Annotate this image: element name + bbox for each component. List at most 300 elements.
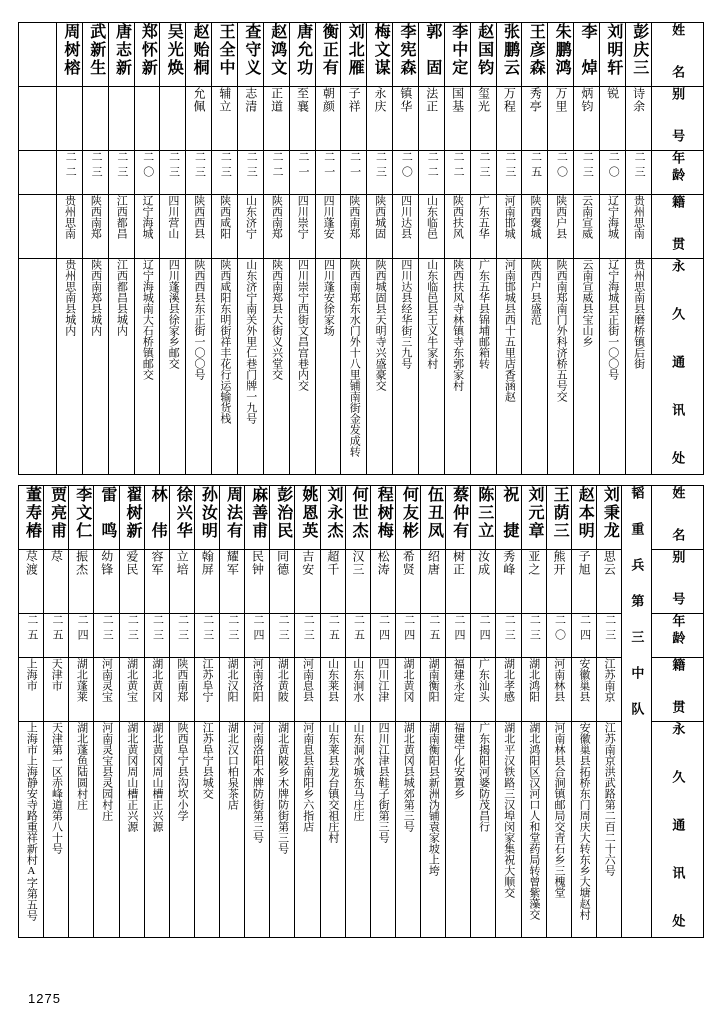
cell-origin-text: 湖北汉阳 bbox=[226, 658, 239, 702]
cell-age-text: 二〇 bbox=[607, 151, 620, 181]
column-header-name-text: 姓 名 bbox=[670, 23, 686, 86]
cell-age bbox=[496, 614, 521, 658]
cell-name bbox=[19, 486, 44, 550]
cell-address-text: 河南灵宝县灵园村庄 bbox=[100, 722, 113, 821]
cell-name-text: 祝 捷 bbox=[500, 486, 518, 540]
cell-name bbox=[245, 486, 270, 550]
cell-address bbox=[625, 259, 651, 475]
cell-alias-text: 绍唐 bbox=[426, 550, 441, 576]
cell-address bbox=[571, 722, 596, 938]
cell-name bbox=[496, 486, 521, 550]
cell-address-text: 河南林县合涧镇邮局交青石乡三槐堂 bbox=[553, 722, 565, 898]
cell-alias bbox=[521, 550, 546, 614]
roster-row-address bbox=[19, 259, 704, 475]
cell-address-text: 山东莱县龙台镇交祖庄村 bbox=[326, 722, 339, 843]
cell-name-text: 程树梅 bbox=[375, 486, 393, 540]
cell-origin-text: 陕西西县 bbox=[192, 195, 205, 239]
cell-name bbox=[270, 486, 295, 550]
cell-origin-text: 河南息县 bbox=[301, 658, 314, 702]
cell-alias bbox=[571, 550, 596, 614]
cell-age bbox=[496, 151, 522, 195]
cell-address bbox=[496, 259, 522, 475]
cell-alias bbox=[19, 550, 44, 614]
cell-origin bbox=[220, 658, 245, 722]
cell-age-text: 二三 bbox=[201, 614, 214, 644]
cell-age-text: 二三 bbox=[193, 151, 206, 181]
cell-address bbox=[596, 722, 621, 938]
cell-alias bbox=[419, 87, 445, 151]
cell-address bbox=[134, 259, 160, 475]
cell-age bbox=[471, 614, 496, 658]
cell-origin-text: 江西都昌 bbox=[115, 195, 128, 239]
cell-origin-text: 陕西南郑 bbox=[89, 195, 102, 239]
cell-age bbox=[315, 151, 341, 195]
cell-address bbox=[574, 259, 600, 475]
cell-alias-text: 秀峰 bbox=[501, 550, 516, 576]
cell-name bbox=[367, 23, 393, 87]
cell-origin-text: 陕西咸阳 bbox=[218, 195, 231, 239]
cell-alias bbox=[341, 87, 367, 151]
cell-age-text: 二三 bbox=[226, 614, 239, 644]
cell-alias-text: 万里 bbox=[554, 87, 569, 113]
cell-address bbox=[521, 722, 546, 938]
cell-alias bbox=[315, 87, 341, 151]
cell-origin-text: 江苏阜宁 bbox=[200, 658, 213, 702]
cell-name bbox=[169, 486, 194, 550]
cell-age bbox=[600, 151, 626, 195]
cell-name-text: 武新生 bbox=[87, 23, 105, 77]
cell-alias bbox=[367, 87, 393, 151]
cell-age bbox=[238, 151, 264, 195]
cell-age-text: 二二 bbox=[426, 151, 439, 181]
cell-name-text: 唐志新 bbox=[113, 23, 131, 77]
cell-age bbox=[144, 614, 169, 658]
cell-address bbox=[289, 259, 315, 475]
roster-row-name bbox=[19, 486, 704, 550]
cell-origin bbox=[82, 195, 108, 259]
cell-address bbox=[44, 722, 69, 938]
cell-origin bbox=[238, 195, 264, 259]
cell-origin-text: 陕西南郑 bbox=[175, 658, 188, 702]
cell-origin-text: 辽宁海城 bbox=[141, 195, 154, 239]
cell-address-text: 四川达县经华街三九号 bbox=[399, 259, 412, 369]
cell-alias-text: 万程 bbox=[502, 87, 517, 113]
cell-origin bbox=[186, 195, 212, 259]
cell-address bbox=[194, 722, 219, 938]
cell-alias-text: 法正 bbox=[424, 87, 439, 113]
unit-label bbox=[622, 486, 652, 938]
cell-address bbox=[57, 259, 83, 475]
cell-age bbox=[625, 151, 651, 195]
cell-name bbox=[315, 23, 341, 87]
cell-name-text: 何友彬 bbox=[400, 486, 418, 540]
cell-name bbox=[212, 23, 238, 87]
cell-name-text: 翟树新 bbox=[123, 486, 141, 540]
cell-address-text: 陕西南郑南门外科济桥五号交 bbox=[555, 259, 568, 402]
roster-row-name bbox=[19, 23, 704, 87]
blank-cell bbox=[19, 23, 57, 87]
cell-name-text: 周法有 bbox=[224, 486, 242, 540]
cell-alias-text: 至襄 bbox=[295, 87, 310, 113]
cell-origin bbox=[471, 658, 496, 722]
cell-alias bbox=[600, 87, 626, 151]
cell-address-text: 湖北黄冈周山槽正兴源 bbox=[125, 722, 138, 832]
cell-age bbox=[419, 151, 445, 195]
cell-name-text: 林 伟 bbox=[149, 486, 167, 540]
cell-name-text: 郭 固 bbox=[423, 23, 441, 77]
cell-origin bbox=[57, 195, 83, 259]
cell-address bbox=[546, 722, 571, 938]
cell-name-text: 李 焯 bbox=[579, 23, 597, 77]
cell-address-text: 陕西阜宁县沟坎小学 bbox=[176, 722, 189, 821]
cell-alias-text: 诗余 bbox=[631, 87, 646, 113]
cell-name bbox=[596, 486, 621, 550]
cell-age-text: 二三 bbox=[581, 151, 594, 181]
cell-name bbox=[521, 486, 546, 550]
cell-name-text: 张鹏云 bbox=[501, 23, 519, 77]
cell-origin-text: 四川崇宁 bbox=[296, 195, 309, 239]
column-header-name bbox=[652, 486, 704, 550]
cell-address-text: 河南息县南阳乡六指店 bbox=[301, 722, 314, 832]
cell-alias-text: 允佩 bbox=[192, 87, 207, 113]
cell-origin bbox=[600, 195, 626, 259]
cell-name-text: 伍丑凤 bbox=[425, 486, 443, 540]
cell-name bbox=[220, 486, 245, 550]
cell-origin bbox=[521, 658, 546, 722]
cell-name bbox=[421, 486, 446, 550]
cell-age bbox=[574, 151, 600, 195]
cell-address-text: 河南洛阳木牌防街第三号 bbox=[251, 722, 264, 843]
cell-address-text: 山东济宁南关外里仁巷门牌一九号 bbox=[244, 259, 257, 424]
cell-age bbox=[119, 614, 144, 658]
cell-age-text: 二二 bbox=[452, 151, 465, 181]
cell-age-text: 二五 bbox=[352, 614, 365, 644]
column-header-address-text: 永 久 通 讯 处 bbox=[670, 722, 686, 937]
cell-origin-text: 陕西户县 bbox=[554, 195, 567, 239]
cell-alias-text: 同德 bbox=[275, 550, 290, 576]
cell-age bbox=[19, 614, 44, 658]
cell-alias bbox=[245, 550, 270, 614]
cell-origin-text: 福建永定 bbox=[452, 658, 465, 702]
cell-alias bbox=[625, 87, 651, 151]
roster-table-block-2 bbox=[18, 485, 704, 938]
cell-name bbox=[263, 23, 289, 87]
cell-origin-text: 陕西褒城 bbox=[528, 195, 541, 239]
cell-name bbox=[548, 23, 574, 87]
cell-alias bbox=[144, 550, 169, 614]
column-header-address bbox=[651, 259, 703, 475]
cell-origin-text: 湖北黄冈 bbox=[401, 658, 414, 702]
cell-alias-text: 朝颜 bbox=[321, 87, 336, 113]
cell-address bbox=[220, 722, 245, 938]
column-header-origin bbox=[651, 195, 703, 259]
cell-origin-text: 湖北鸿阳 bbox=[527, 658, 540, 702]
cell-origin bbox=[19, 658, 44, 722]
cell-age-text: 二三 bbox=[528, 614, 541, 644]
cell-alias-text: 亚之 bbox=[526, 550, 541, 576]
cell-address bbox=[186, 259, 212, 475]
cell-address bbox=[315, 259, 341, 475]
column-header-origin-text: 籍 贯 bbox=[670, 658, 686, 721]
cell-address-text: 四川江津县鞋子街第三号 bbox=[377, 722, 390, 843]
roster-row-age bbox=[19, 151, 704, 195]
cell-alias-text: 熊开 bbox=[551, 550, 566, 576]
cell-origin bbox=[522, 195, 548, 259]
cell-origin bbox=[160, 195, 186, 259]
cell-origin bbox=[119, 658, 144, 722]
cell-address bbox=[212, 259, 238, 475]
cell-address-text: 陕西南郑东水门外十八里铺南街金发成转 bbox=[348, 259, 361, 457]
cell-name-text: 查守义 bbox=[242, 23, 260, 77]
cell-address-text: 广东揭阳河婆防茂昌行 bbox=[477, 722, 490, 832]
cell-origin bbox=[134, 195, 160, 259]
cell-name bbox=[446, 486, 471, 550]
cell-age-text: 二三 bbox=[603, 614, 616, 644]
cell-alias-text: 容军 bbox=[149, 550, 164, 576]
cell-address-text: 湖北黄陂乡木牌防街第三号 bbox=[276, 722, 289, 854]
cell-address-text: 福建宁化安置乡 bbox=[452, 722, 465, 799]
cell-age-text: 二三 bbox=[633, 151, 646, 181]
cell-alias-text: 立培 bbox=[175, 550, 190, 576]
cell-origin-text: 湖北孝感 bbox=[502, 658, 515, 702]
cell-address bbox=[345, 722, 370, 938]
cell-age-text: 二二 bbox=[271, 151, 284, 181]
cell-origin bbox=[574, 195, 600, 259]
cell-age bbox=[263, 151, 289, 195]
cell-origin bbox=[446, 658, 471, 722]
cell-age bbox=[546, 614, 571, 658]
cell-age bbox=[295, 614, 320, 658]
column-header-alias-text: 别 号 bbox=[670, 550, 686, 613]
column-header-age bbox=[652, 614, 704, 658]
cell-age bbox=[94, 614, 119, 658]
cell-alias-text: 玺光 bbox=[476, 87, 491, 113]
cell-origin-text: 江苏南京 bbox=[602, 658, 615, 702]
cell-alias-text: 希贤 bbox=[401, 550, 416, 576]
cell-address-text: 四川蓬安徐家场 bbox=[322, 259, 335, 336]
cell-age-text: 二四 bbox=[76, 614, 89, 644]
cell-alias bbox=[496, 87, 522, 151]
cell-origin-text: 湖南衡阳 bbox=[427, 658, 440, 702]
roster-table-block-1 bbox=[18, 22, 704, 475]
cell-age bbox=[320, 614, 345, 658]
cell-origin-text: 山东济宁 bbox=[244, 195, 257, 239]
cell-origin bbox=[395, 658, 420, 722]
cell-address-text: 贵州思南县城内 bbox=[63, 259, 76, 336]
cell-address-text: 河南邯城县西十五里店香涵赵 bbox=[503, 259, 516, 402]
column-header-address-text: 永 久 通 讯 处 bbox=[670, 259, 686, 474]
cell-age-text: 二〇 bbox=[553, 614, 566, 644]
cell-age bbox=[395, 614, 420, 658]
cell-age-text: 二三 bbox=[277, 614, 290, 644]
cell-name bbox=[160, 23, 186, 87]
cell-alias bbox=[345, 550, 370, 614]
cell-name bbox=[574, 23, 600, 87]
cell-address bbox=[496, 722, 521, 938]
cell-name-text: 吴光焕 bbox=[165, 23, 183, 77]
cell-origin-text: 云南宣威 bbox=[580, 195, 593, 239]
cell-origin bbox=[270, 658, 295, 722]
cell-age bbox=[108, 151, 134, 195]
cell-origin-text: 辽宁海城 bbox=[606, 195, 619, 239]
cell-address bbox=[548, 259, 574, 475]
cell-name-text: 彭庆三 bbox=[630, 23, 648, 77]
cell-origin-text: 湖北蓬莱 bbox=[75, 658, 88, 702]
cell-alias bbox=[108, 87, 134, 151]
cell-alias-text: 幼锋 bbox=[99, 550, 114, 576]
cell-age-text: 二二 bbox=[64, 151, 77, 181]
cell-address bbox=[370, 722, 395, 938]
cell-address bbox=[446, 722, 471, 938]
cell-alias bbox=[546, 550, 571, 614]
cell-alias bbox=[134, 87, 160, 151]
cell-name bbox=[470, 23, 496, 87]
cell-age-text: 二五 bbox=[529, 151, 542, 181]
cell-address bbox=[444, 259, 470, 475]
cell-name bbox=[134, 23, 160, 87]
cell-address-text: 湖北黄冈周山槽正兴源 bbox=[151, 722, 163, 832]
cell-name bbox=[82, 23, 108, 87]
cell-name-text: 赵本明 bbox=[576, 486, 594, 540]
cell-origin bbox=[571, 658, 596, 722]
cell-address-text: 湖北平汉铁路三汉埠闵家集祝大顺交 bbox=[502, 722, 515, 898]
cell-origin bbox=[212, 195, 238, 259]
cell-origin-text: 四川蓬安 bbox=[322, 195, 335, 239]
cell-name-text: 赵国钧 bbox=[475, 23, 493, 77]
cell-address bbox=[470, 259, 496, 475]
cell-address-text: 湖北蓬鱼陆圆村庄 bbox=[75, 722, 88, 810]
cell-origin-text: 山东临邑 bbox=[425, 195, 438, 239]
column-header-name bbox=[651, 23, 703, 87]
cell-origin bbox=[94, 658, 119, 722]
cell-origin-text: 陕西扶风 bbox=[451, 195, 464, 239]
cell-address bbox=[160, 259, 186, 475]
cell-name-text: 刘秉龙 bbox=[601, 486, 619, 540]
cell-age-text: 二三 bbox=[219, 151, 232, 181]
cell-origin bbox=[263, 195, 289, 259]
cell-address-text: 江西都昌县城内 bbox=[115, 259, 128, 336]
cell-name-text: 李文仁 bbox=[73, 486, 91, 540]
cell-name bbox=[471, 486, 496, 550]
cell-origin bbox=[144, 658, 169, 722]
cell-address-text: 陕西南郑县大街义兴堂交 bbox=[270, 259, 283, 380]
cell-address bbox=[270, 722, 295, 938]
cell-name-text: 朱鹏鸿 bbox=[553, 23, 571, 77]
cell-name bbox=[194, 486, 219, 550]
cell-name-text: 孙汝明 bbox=[199, 486, 217, 540]
cell-age-text: 二三 bbox=[503, 614, 516, 644]
column-header-alias bbox=[652, 550, 704, 614]
cell-origin-text: 四川营山 bbox=[166, 195, 179, 239]
cell-age-text: 二五 bbox=[25, 614, 38, 644]
cell-address bbox=[421, 722, 446, 938]
cell-age bbox=[245, 614, 270, 658]
page-number: 1275 bbox=[28, 991, 61, 1006]
cell-alias bbox=[220, 550, 245, 614]
cell-name-text: 徐兴华 bbox=[174, 486, 192, 540]
cell-address bbox=[263, 259, 289, 475]
cell-origin-text: 贵州思南 bbox=[63, 195, 76, 239]
cell-address bbox=[82, 259, 108, 475]
cell-address-text: 陕西城固县天明寺兴盛豪交 bbox=[374, 259, 387, 391]
cell-address-text: 四川崇宁西街文昌宫巷内交 bbox=[296, 259, 309, 391]
cell-origin bbox=[393, 195, 419, 259]
cell-alias bbox=[574, 87, 600, 151]
cell-address-text: 江苏阜宁县城交 bbox=[201, 722, 214, 799]
cell-origin bbox=[370, 658, 395, 722]
cell-origin bbox=[596, 658, 621, 722]
cell-alias bbox=[263, 87, 289, 151]
cell-age-text: 二三 bbox=[115, 151, 128, 181]
cell-alias bbox=[596, 550, 621, 614]
cell-age-text: 二〇 bbox=[555, 151, 568, 181]
cell-age bbox=[289, 151, 315, 195]
cell-origin bbox=[496, 195, 522, 259]
cell-alias-text: 民钟 bbox=[250, 550, 265, 576]
cell-name bbox=[295, 486, 320, 550]
cell-alias bbox=[160, 87, 186, 151]
cell-address bbox=[245, 722, 270, 938]
cell-address-text: 贵州思南县磨桥镇后街 bbox=[632, 259, 645, 369]
cell-name-text: 彭治民 bbox=[274, 486, 292, 540]
column-header-age bbox=[651, 151, 703, 195]
cell-name-text: 董寿椿 bbox=[23, 486, 41, 540]
cell-address-text: 湖南衡阳县新洲沩铺袁家坡上垮 bbox=[427, 722, 440, 876]
cell-address-text: 辽宁海城南大石桥镇邮交 bbox=[141, 259, 154, 380]
cell-origin-text: 天津市 bbox=[50, 658, 63, 691]
cell-age bbox=[571, 614, 596, 658]
cell-age-text: 二五 bbox=[50, 614, 63, 644]
cell-age-text: 二〇 bbox=[400, 151, 413, 181]
cell-alias-text: 汉三 bbox=[350, 550, 365, 576]
cell-address-text: 湖北汉口柏泉茶店 bbox=[226, 722, 239, 810]
cell-alias bbox=[421, 550, 446, 614]
cell-address-text: 陕西户县盛范 bbox=[529, 259, 542, 325]
cell-origin bbox=[546, 658, 571, 722]
cell-name bbox=[94, 486, 119, 550]
cell-name-text: 梅文谋 bbox=[372, 23, 390, 77]
cell-origin bbox=[496, 658, 521, 722]
cell-address-text: 江苏南京洪武路第二百二十六号 bbox=[603, 722, 616, 876]
cell-address bbox=[320, 722, 345, 938]
cell-address bbox=[108, 259, 134, 475]
cell-age bbox=[270, 614, 295, 658]
cell-age bbox=[69, 614, 94, 658]
cell-age bbox=[134, 151, 160, 195]
blank-cell bbox=[19, 259, 57, 475]
cell-age bbox=[370, 614, 395, 658]
cell-alias bbox=[295, 550, 320, 614]
cell-address bbox=[69, 722, 94, 938]
cell-address bbox=[367, 259, 393, 475]
cell-origin-text: 湖北黄宝 bbox=[125, 658, 138, 702]
cell-alias bbox=[270, 550, 295, 614]
cell-origin-text: 广东汕头 bbox=[477, 658, 490, 702]
cell-address bbox=[419, 259, 445, 475]
cell-origin-text: 河南林县 bbox=[552, 658, 565, 702]
cell-name-text: 郑怀新 bbox=[139, 23, 157, 77]
cell-address-text: 广东五华县锦埔邮箱转 bbox=[477, 259, 490, 369]
cell-origin bbox=[419, 195, 445, 259]
cell-name-text: 刘元章 bbox=[525, 486, 543, 540]
cell-name-text: 雷 鸣 bbox=[98, 486, 116, 540]
cell-age bbox=[44, 614, 69, 658]
cell-alias-text: 荩渡 bbox=[24, 550, 39, 576]
cell-address bbox=[341, 259, 367, 475]
cell-name-text: 刘北雁 bbox=[346, 23, 364, 77]
cell-alias bbox=[444, 87, 470, 151]
cell-origin-text: 上海市 bbox=[25, 658, 38, 691]
